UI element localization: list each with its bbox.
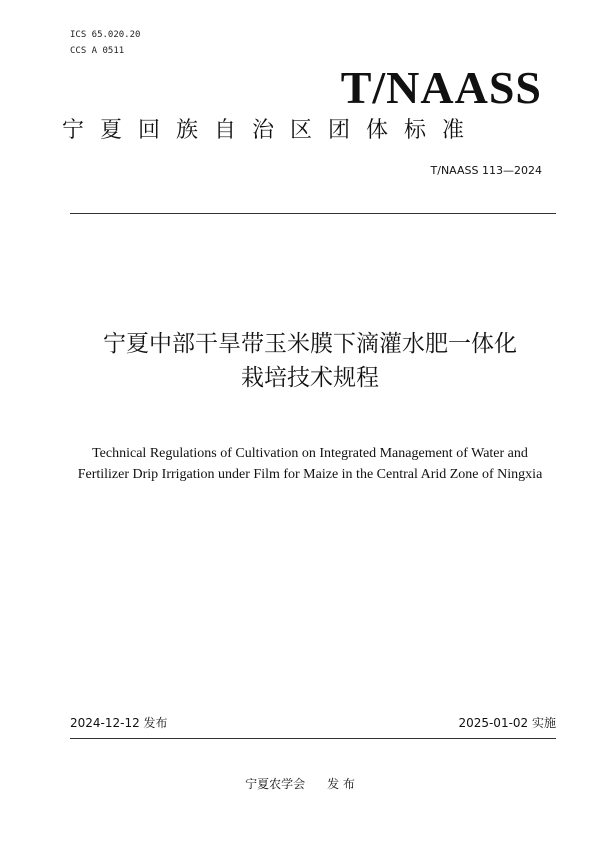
standard-logo: T/NAASS <box>340 62 542 113</box>
standard-number: T/NAASS 113—2024 <box>430 164 542 177</box>
implementation-date: 2025-01-02 实施 <box>458 716 556 730</box>
english-title-line-1: Technical Regulations of Cultivation on Integrated Management of Water and <box>92 446 528 461</box>
standard-type-heading: 宁夏回族自治区团体标准 <box>62 118 481 143</box>
english-title-line-2: Fertilizer Drip Irrigation under Film for Maize in the Central Arid Zone of Ningxia <box>77 467 543 482</box>
publisher-name: 宁夏农学会 <box>245 777 306 791</box>
chinese-title <box>40 327 580 395</box>
issue-date: 2024-12-12 发布 <box>70 716 168 730</box>
ccs-code: CCS A 0511 <box>70 46 125 56</box>
publisher <box>0 776 600 792</box>
chinese-title-line-1: 宁夏中部干旱带玉米膜下滴灌水肥一体化 <box>103 331 517 357</box>
top-divider <box>70 213 556 214</box>
chinese-title-line-2: 栽培技术规程 <box>241 365 379 391</box>
bottom-divider <box>70 738 556 739</box>
english-title <box>40 443 580 485</box>
publisher-action: 发 布 <box>327 777 355 791</box>
ics-code: ICS 65.020.20 <box>70 30 141 40</box>
